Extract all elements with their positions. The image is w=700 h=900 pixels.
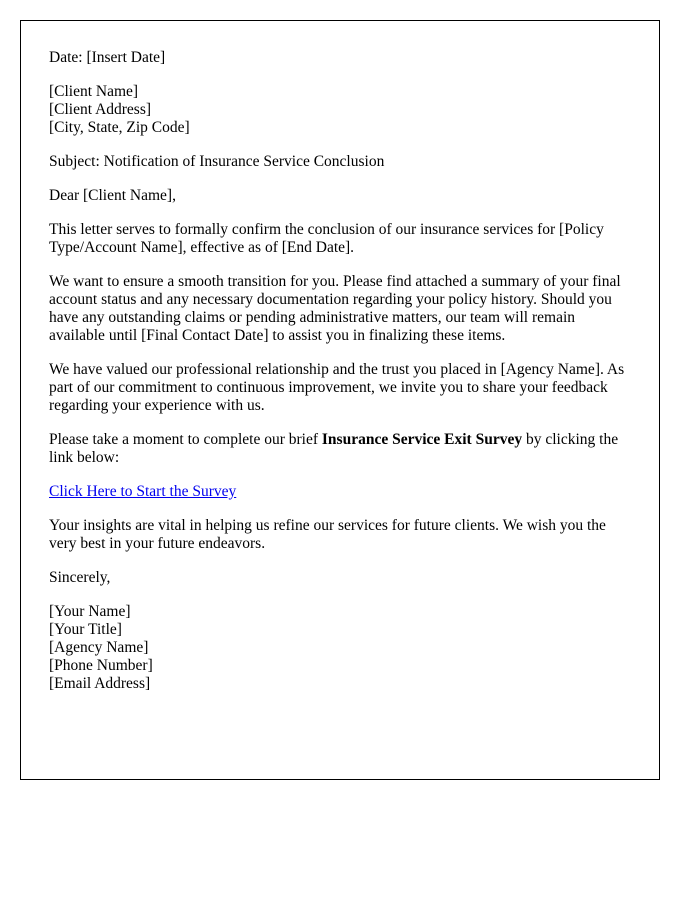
subject-line: Subject: Notification of Insurance Service Conclusion: [49, 153, 385, 170]
survey-link[interactable]: Click Here to Start the Survey: [49, 483, 237, 500]
survey-intro-text-before: Please take a moment to complete our brief: [49, 431, 322, 448]
survey-name: Insurance Service Exit Survey: [321, 431, 523, 448]
signature-block: [49, 603, 631, 693]
recipient-address: [Client Address]: [49, 101, 152, 118]
body-paragraph-confirmation: This letter serves to formally confirm the conclusion of our insurance services for [Policy Type/Account Name], effective as of [End Date].: [49, 221, 604, 256]
signature-email: [Email Address]: [49, 675, 151, 692]
date-line: Date: [Insert Date]: [49, 49, 166, 66]
closing: Sincerely,: [49, 569, 111, 586]
survey-link-paragraph: [49, 483, 631, 501]
recipient-city-state-zip: [City, State, Zip Code]: [49, 119, 190, 136]
signature-title: [Your Title]: [49, 621, 122, 638]
signature-phone: [Phone Number]: [49, 657, 153, 674]
recipient-name: [Client Name]: [49, 83, 139, 100]
body-paragraph-feedback: We have valued our professional relationship and the trust you placed in [Agency Name]. As part of our commitment to continuous improvement, we invite you to share your feedback regarding your experience with us.: [49, 361, 625, 414]
recipient-block: [49, 83, 631, 137]
body-paragraph-transition: We want to ensure a smooth transition for you. Please find attached a summary of your final account status and any necessary documentation regarding your policy history. Should you have any outstanding claims or pending administrative matters, our team will remain available until [Final Contact Date] to assist you in finalizing these items.: [49, 273, 621, 344]
signature-agency: [Agency Name]: [49, 639, 149, 656]
survey-intro-text-after: by clicking the link below:: [49, 431, 619, 466]
salutation: Dear [Client Name],: [49, 187, 176, 204]
signature-name: [Your Name]: [49, 603, 131, 620]
letter-page: [20, 20, 660, 780]
survey-intro-paragraph: [49, 431, 631, 467]
body-paragraph-closing-remarks: Your insights are vital in helping us refine our services for future clients. We wish you the very best in your future endeavors.: [49, 517, 606, 552]
